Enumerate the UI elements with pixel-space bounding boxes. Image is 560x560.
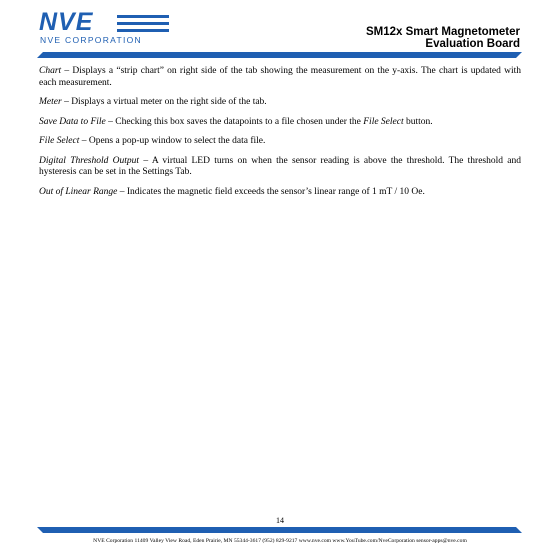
item-digital-threshold-output [39,156,521,179]
item-description: – Displays a virtual meter on the right side of the tab. [61,97,267,107]
item-term: Out of Linear Range [39,186,118,197]
item-term-reference: File Select [363,116,404,127]
page-number: 14 [276,516,284,525]
nve-logo [39,8,169,46]
item-description: – Indicates the magnetic field exceeds the sensor’s linear range of 1 mT / 10 Oe. [117,186,425,197]
item-save-data-to-file [39,117,521,129]
item-description: – Checking this box saves the datapoints to a file chosen under the [105,116,364,127]
item-term: Meter [39,97,62,107]
footer-divider-bar [37,527,522,533]
item-term: Digital Threshold Output [39,155,140,166]
document-title [366,26,520,50]
item-file-select [39,136,521,148]
page-header [0,0,560,60]
document-title-line1: SM12x Smart Magnetometer [365,26,520,38]
item-chart [39,66,521,89]
item-out-of-linear-range [39,187,521,199]
logo-stripes [117,15,169,35]
footer-contact-info: NVE Corporation 11409 Valley View Road, Eden Prairie, MN 55344-3617 (952) 829-9217 www.nve.com www.YouTube.com/NveCorporation sensor-apps@nve.com [93,538,467,544]
item-term: File Select [39,136,80,146]
document-title-line2: Evaluation Board [425,38,520,50]
item-description: – Opens a pop-up window to select the data file. [79,136,266,146]
page-content [39,66,521,206]
item-term: Chart [39,66,62,76]
logo-subtitle: NVE CORPORATION [40,35,142,45]
item-meter [39,97,521,109]
logo-text: NVE [39,8,94,36]
item-description: – A virtual LED turns on when the sensor reading is above the threshold. The threshold and hysteresis can be set in the Settings Tab. [39,155,521,177]
item-description: – Displays a “strip chart” on right side of the tab showing the measurement on the y-axis. The chart is updated with each measurement. [39,66,521,88]
item-description-end: button. [403,116,433,127]
item-term: Save Data to File [39,116,106,127]
header-divider-bar [37,52,522,58]
